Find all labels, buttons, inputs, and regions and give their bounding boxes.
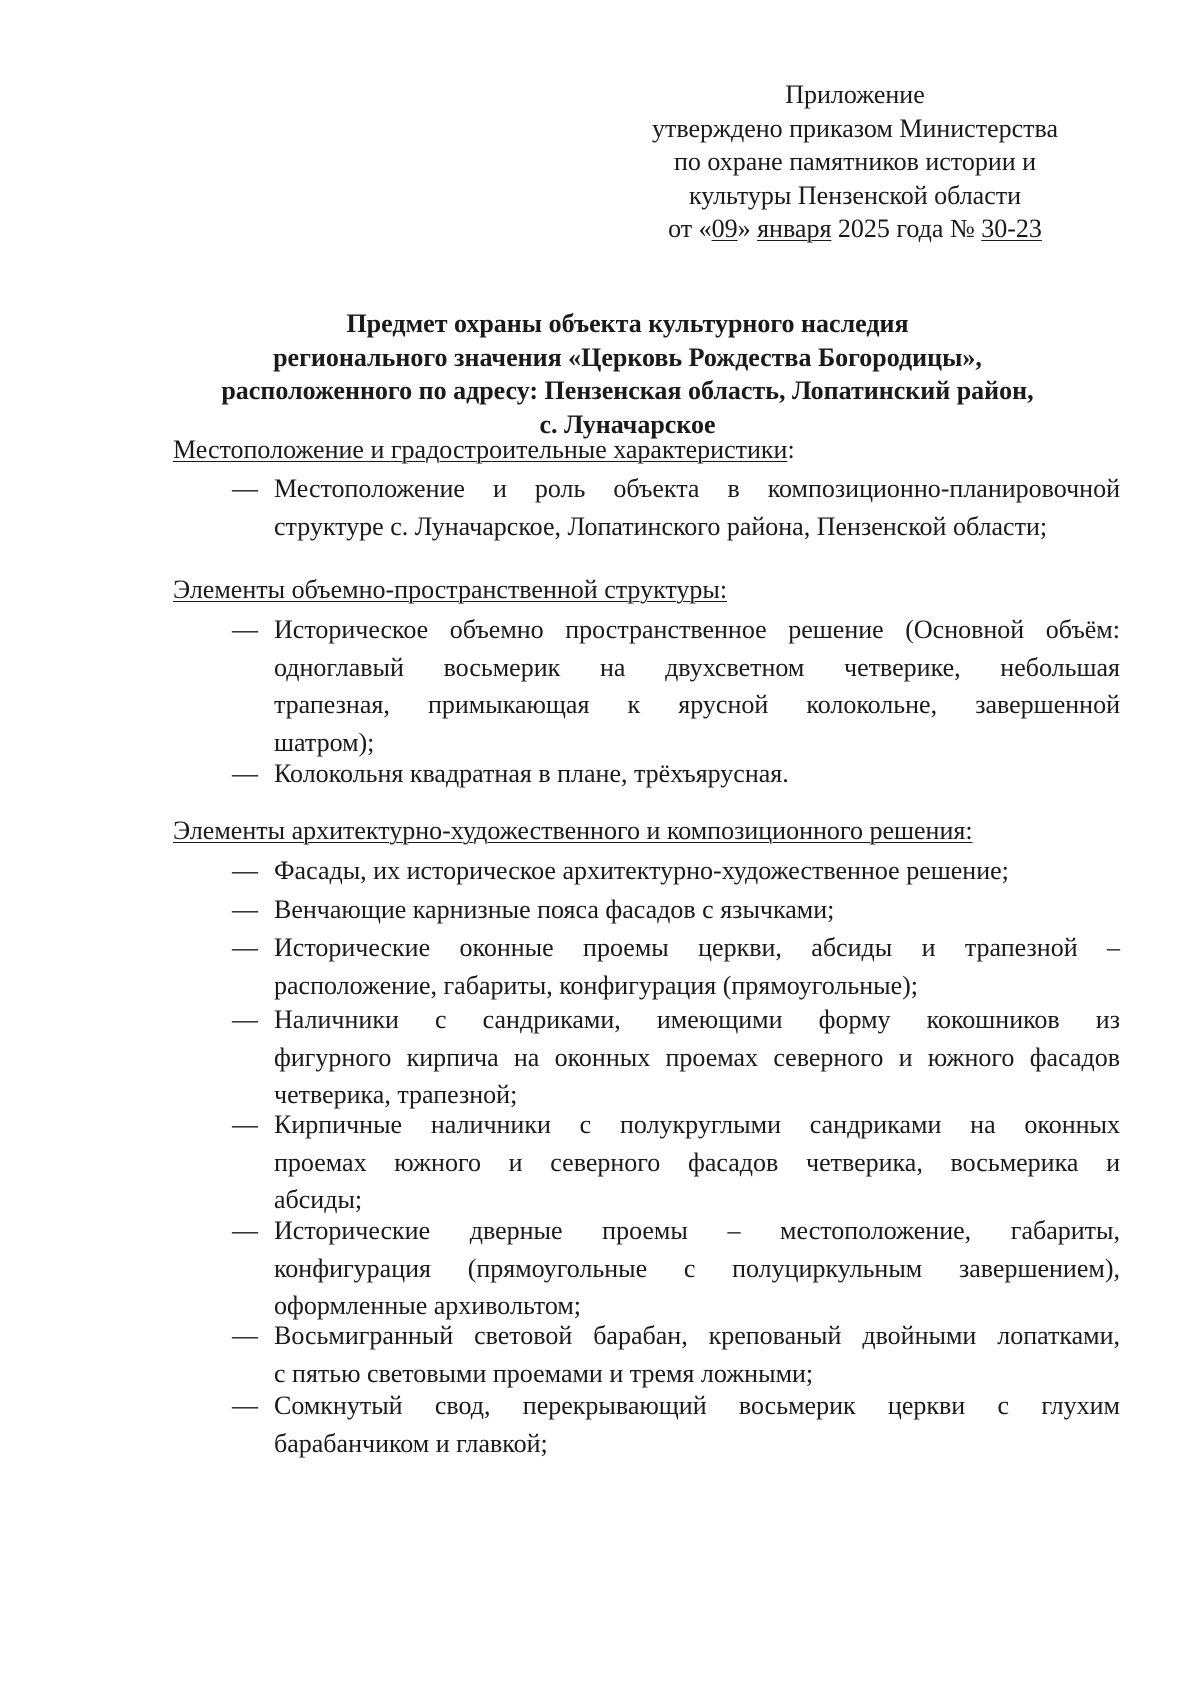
list-item — [232, 470, 1120, 545]
list-item — [232, 1106, 1120, 1219]
text-line: Исторические оконные проемы церкви, абсиды и трапезной – — [274, 933, 1120, 962]
order-separator: » — [737, 214, 758, 243]
order-number: 30-23 — [981, 214, 1042, 243]
list-item — [232, 929, 1120, 1004]
section-heading-location — [173, 433, 795, 467]
text-line: одноглавый восьмерик на двухсветном четверике, небольшая — [274, 652, 1120, 682]
order-year-text: 2025 года № — [831, 214, 982, 243]
text-line: структуре с. Луначарское, Лопатинского района, Пензенской области; — [274, 511, 1048, 541]
list-item-text — [274, 1317, 1120, 1392]
list-item — [232, 1317, 1120, 1392]
section-heading-structure — [173, 573, 727, 607]
section-heading-text: Элементы архитектурно-художественного и композиционного решения: — [173, 816, 973, 845]
dash-bullet: — — [232, 856, 258, 885]
list-item-text — [274, 1212, 1120, 1325]
document-title — [150, 307, 1105, 441]
text-line: Местоположение и роль объекта в композиционно-планировочной — [274, 474, 1120, 503]
list-item — [232, 891, 1120, 929]
title-line: расположенного по адресу: Пензенская область, Лопатинский район, — [221, 376, 1034, 405]
dash-bullet: — — [232, 1110, 258, 1139]
list-item — [232, 852, 1120, 890]
text-line: Исторические дверные проемы – местоположение, габариты, — [274, 1216, 1120, 1245]
order-month: января — [757, 214, 832, 243]
list-item-text — [274, 891, 1120, 929]
approval-line: по охране памятников истории и — [673, 147, 1037, 176]
list-item-text — [274, 1001, 1120, 1114]
list-item — [232, 611, 1120, 761]
approval-line: утверждено приказом Министерства — [651, 113, 1059, 143]
text-line: проемах южного и северного фасадов четверика, восьмерика и — [274, 1147, 1120, 1177]
section-heading-architecture — [173, 814, 973, 848]
approval-line: культуры Пензенской области — [688, 180, 1022, 210]
approval-block — [590, 78, 1120, 246]
section-heading-text: Местоположение и градостроительные характеристики — [173, 435, 788, 464]
text-line: Сомкнутый свод, перекрывающий восьмерик церкви с глухим — [274, 1391, 1120, 1420]
text-line: расположение, габариты, конфигурация (прямоугольные); — [274, 970, 919, 1000]
title-line: Предмет охраны объекта культурного наследия — [346, 309, 909, 338]
dash-bullet: — — [232, 1321, 258, 1350]
dash-bullet: — — [232, 1216, 258, 1245]
text-line: четверика, трапезной; — [274, 1080, 518, 1109]
list-item-text — [274, 852, 1120, 890]
text-line: оформленные архивольтом; — [274, 1291, 582, 1320]
order-prefix: от « — [668, 214, 712, 243]
text-line: Наличники с сандриками, имеющими форму кокошников из — [274, 1005, 1120, 1034]
order-reference — [590, 212, 1120, 246]
title-line: регионального значения «Церковь Рождества Богородицы», — [273, 342, 982, 372]
text-line: Фасады, их историческое архитектурно-художественное решение; — [274, 856, 1009, 885]
approval-line: Приложение — [785, 80, 925, 109]
list-item-text — [274, 755, 1120, 793]
text-line: Венчающие карнизные пояса фасадов с язычками; — [274, 895, 835, 924]
text-line: барабанчиком и главкой; — [274, 1428, 548, 1458]
text-line: Восьмигранный световой барабан, крепованый двойными лопатками, — [274, 1321, 1120, 1350]
text-line: конфигурация (прямоугольные с полуциркульным завершением), — [274, 1253, 1120, 1283]
text-line: с пятью световыми проемами и тремя ложными; — [274, 1358, 814, 1388]
text-line: Колокольня квадратная в плане, трёхъярусная. — [274, 759, 789, 788]
dash-bullet: — — [232, 759, 258, 788]
section-heading-colon: : — [787, 435, 795, 464]
text-line: абсиды; — [274, 1185, 363, 1214]
dash-bullet: — — [232, 895, 258, 924]
text-line: шатром); — [274, 727, 375, 757]
section-heading-text: Элементы объемно-пространственной структуры: — [173, 575, 728, 604]
dash-bullet: — — [232, 1391, 258, 1420]
text-line: Кирпичные наличники с полукруглыми сандриками на оконных — [274, 1110, 1120, 1139]
list-item-text — [274, 1106, 1120, 1219]
order-day: 09 — [711, 214, 738, 243]
title-line: с. Луначарское — [539, 409, 716, 439]
dash-bullet: — — [232, 933, 258, 962]
list-item — [232, 1387, 1120, 1462]
dash-bullet: — — [232, 474, 258, 503]
list-item-text — [274, 1387, 1120, 1462]
text-line: фигурного кирпича на оконных проемах северного и южного фасадов — [274, 1042, 1120, 1072]
dash-bullet: — — [232, 615, 258, 644]
dash-bullet: — — [232, 1005, 258, 1034]
text-line: трапезная, примыкающая к ярусной колокольне, завершенной — [274, 690, 1120, 719]
list-item — [232, 755, 1120, 793]
list-item — [232, 1001, 1120, 1114]
list-item-text — [274, 470, 1120, 545]
list-item-text — [274, 929, 1120, 1004]
list-item — [232, 1212, 1120, 1325]
list-item-text — [274, 611, 1120, 761]
text-line: Историческое объемно пространственное решение (Основной объём: — [274, 615, 1120, 644]
